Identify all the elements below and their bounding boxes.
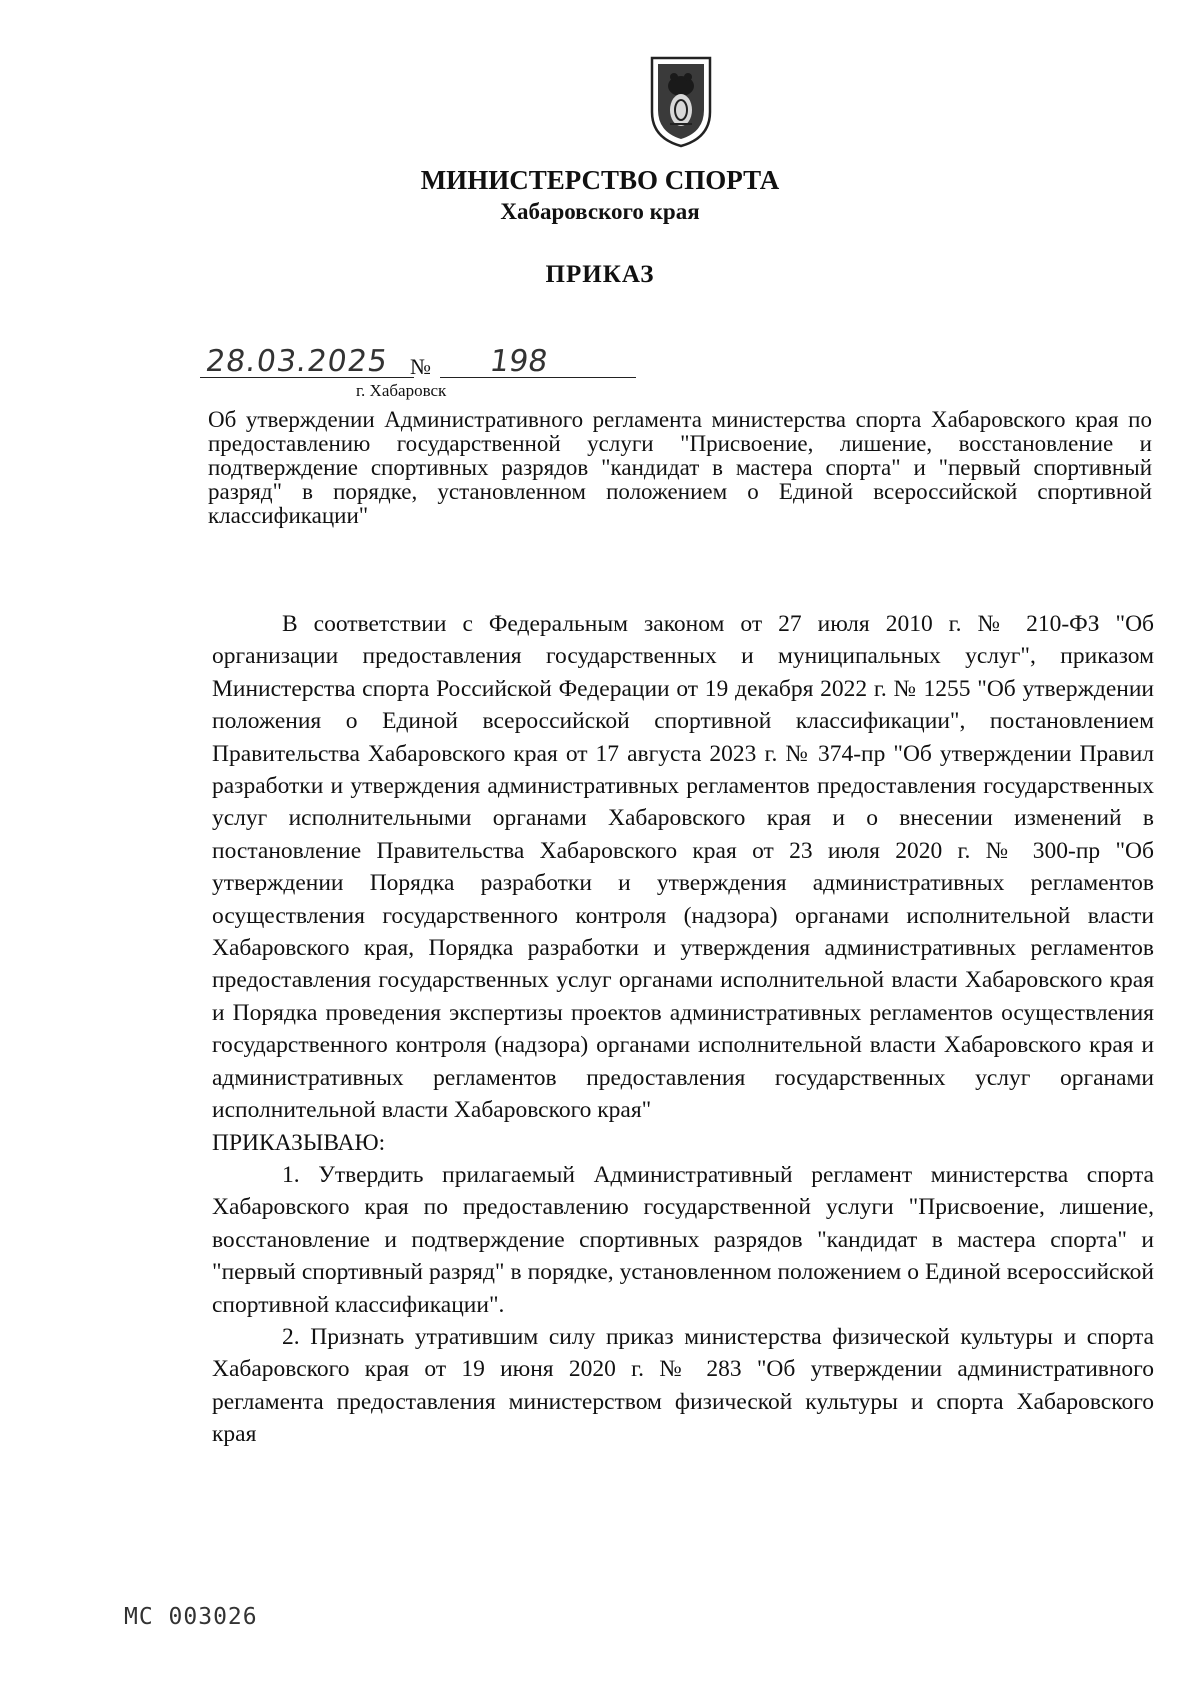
order-word: ПРИКАЗЫВАЮ: bbox=[212, 1129, 386, 1156]
item-1-paragraph: 1. Утвердить прилагаемый Административный регламент министерства спорта Хабаровского края по предоставлению государственной услуги "Присвоение, лишение, восстановление и подтверждение спортивных разрядов "кандидат в мастера спорта" и "первый спортивный разряд" в порядке, установленном положением о Единой всероссийской спортивной классификации". bbox=[212, 1161, 1154, 1318]
document-serial-code: МС 003026 bbox=[124, 1604, 258, 1630]
item-2-paragraph: 2. Признать утратившим силу приказ министерства физической культуры и спорта Хабаровского края от 19 июня 2020 г. № 283 "Об утверждении административного регламента предоставления министерством физической культуры и спорта Хабаровского края bbox=[212, 1323, 1154, 1448]
region-name: Хабаровского края bbox=[500, 199, 700, 224]
order-date: 28.03.2025 bbox=[203, 344, 391, 379]
order-date-number-line bbox=[200, 344, 640, 384]
document-type-title: ПРИКАЗ bbox=[545, 261, 655, 288]
date-underline bbox=[200, 377, 414, 378]
preamble-paragraph: В соответствии с Федеральным законом от 27 июля 2010 г. № 210-ФЗ "Об организации предоставления государственных и муниципальных услуг", приказом Министерства спорта Российской Федерации от 19 декабря 2022 г. № 1255 "Об утверждении положения о Единой всероссийской спортивной классификации", постановлением Правительства Хабаровского края от 17 августа 2023 г. № 374-пр "Об утверждении Правил разработки и утверждения административных регламентов предоставления государственных услуг исполнительными органами Хабаровского края и о внесении изменений в постановление Правительства Хабаровского края от 23 июля 2020 г. № 300-пр "Об утверждении Порядка разработки и утверждения административных регламентов осуществления государственного контроля (надзора) органами исполнительной власти Хабаровского края, Порядка разработки и утверждения административных регламентов предоставления государственных услуг органами исполнительной власти Хабаровского края и Порядка проведения экспертизы проектов административных регламентов осуществления государственного контроля (надзора) органами исполнительной власти Хабаровского края и административных регламентов предоставления государственных услуг органами исполнительной власти Хабаровского края" bbox=[212, 611, 1154, 1124]
coat-of-arms-icon bbox=[648, 50, 714, 150]
number-underline bbox=[440, 377, 636, 378]
ministry-name: МИНИСТЕРСТВО СПОРТА bbox=[420, 165, 780, 195]
order-subject: Об утверждении Административного регламента министерства спорта Хабаровского края по предоставлению государственной услуги "Присвоение, лишение, восстановление и подтверждение спортивных разрядов "кандидат в мастера спорта" и "первый спортивный разряд" в порядке, установленном положением о Единой всероссийской спортивной классификации" bbox=[208, 407, 1152, 528]
number-sign: № bbox=[410, 354, 431, 379]
order-body bbox=[212, 608, 1154, 1451]
city-name: г. Хабаровск bbox=[356, 381, 447, 400]
order-number: 198 bbox=[487, 344, 550, 379]
